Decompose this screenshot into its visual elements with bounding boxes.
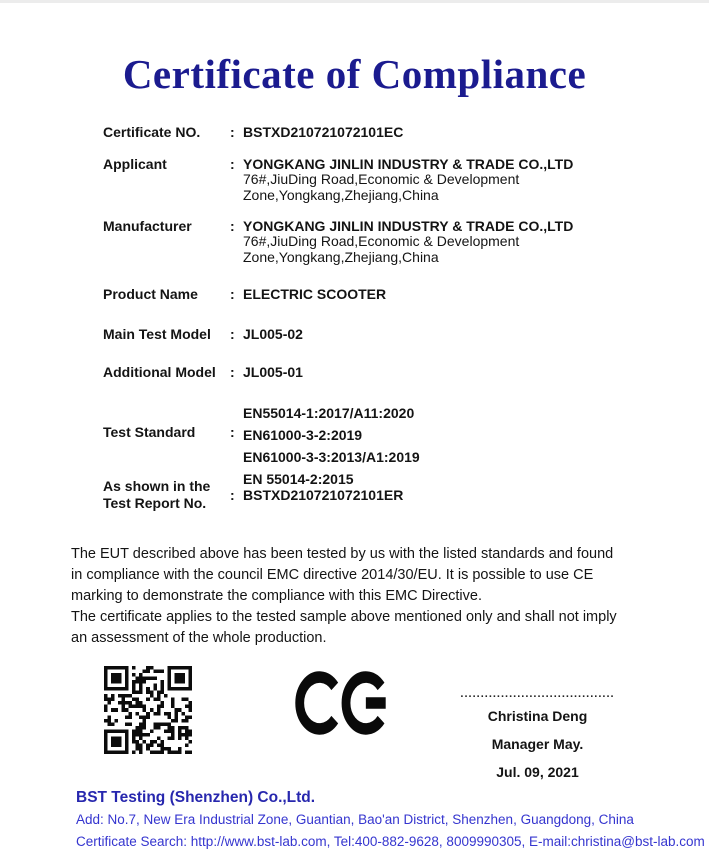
field-label-line1: As shown in the <box>103 478 211 494</box>
field-label <box>103 478 230 512</box>
test-standard-line: EN61000-3-2:2019 <box>243 427 363 443</box>
statement-line: The certificate applies to the tested sample above mentioned only and shall not imply <box>71 609 617 625</box>
top-edge-divider <box>0 0 709 3</box>
qr-code <box>104 666 192 754</box>
field-value <box>243 402 663 490</box>
footer-address: Add: No.7, New Era Industrial Zone, Guantian, Bao'an District, Shenzhen, Guangdong, China <box>76 812 634 827</box>
field-label-line2: Test Report No. <box>103 495 207 511</box>
field-test-report-no <box>103 478 663 512</box>
colon: : <box>230 487 235 503</box>
field-applicant <box>103 156 663 203</box>
footer-company-name: BST Testing (Shenzhen) Co.,Ltd. <box>76 789 316 806</box>
field-label: Applicant <box>103 156 167 172</box>
field-product-name <box>103 286 663 302</box>
field-value: BSTXD210721072101EC <box>243 124 404 140</box>
colon: : <box>230 156 235 172</box>
colon: : <box>230 364 235 380</box>
colon: : <box>230 124 235 140</box>
colon: : <box>230 326 235 342</box>
field-additional-model <box>103 364 663 380</box>
footer-certificate-search-line: Certificate Search: http://www.bst-lab.com, Tel:400-882-9628, 8009990305, E-mail:christina@bst-lab.com <box>76 834 705 849</box>
field-certificate-no <box>103 124 663 140</box>
field-value <box>243 156 663 203</box>
field-label: Manufacturer <box>103 218 192 234</box>
field-value: JL005-01 <box>243 364 303 380</box>
ce-mark-icon <box>292 667 389 739</box>
field-label: Certificate NO. <box>103 124 201 140</box>
applicant-name: YONGKANG JINLIN INDUSTRY & TRADE CO.,LTD <box>243 156 574 172</box>
field-value: ELECTRIC SCOOTER <box>243 286 387 302</box>
manufacturer-address-line2: Zone,Yongkang,Zhejiang,China <box>243 248 439 265</box>
field-value <box>243 218 663 265</box>
colon: : <box>230 218 235 234</box>
test-standard-line: EN 55014-2:2015 <box>243 471 354 487</box>
field-manufacturer <box>103 218 663 265</box>
colon: : <box>230 424 235 440</box>
statement-line: marking to demonstrate the compliance with this EMC Directive. <box>71 588 482 604</box>
field-value: JL005-02 <box>243 326 303 342</box>
compliance-statement <box>71 544 671 649</box>
signatory-role: Manager May. <box>491 736 584 752</box>
field-label: Additional Model <box>103 364 216 380</box>
field-test-standard <box>103 402 663 490</box>
signature-dotted-line: ...................................... <box>460 688 615 700</box>
field-label: Test Standard <box>103 424 196 440</box>
field-value: BSTXD210721072101ER <box>243 487 404 503</box>
field-label: Product Name <box>103 286 198 302</box>
manufacturer-address-line1: 76#,JiuDing Road,Economic & Development <box>243 233 520 249</box>
test-standard-line: EN61000-3-3:2013/A1:2019 <box>243 449 420 465</box>
statement-line: The EUT described above has been tested by us with the listed standards and found <box>71 546 614 562</box>
colon: : <box>230 286 235 302</box>
manufacturer-name: YONGKANG JINLIN INDUSTRY & TRADE CO.,LTD <box>243 218 574 234</box>
field-main-test-model <box>103 326 663 342</box>
applicant-address-line1: 76#,JiuDing Road,Economic & Development <box>243 171 520 187</box>
signatory-name: Christina Deng <box>487 708 588 724</box>
certificate-title: Certificate of Compliance <box>122 51 587 97</box>
statement-line: in compliance with the council EMC directive 2014/30/EU. It is possible to use CE <box>71 567 594 583</box>
test-standard-line: EN55014-1:2017/A11:2020 <box>243 405 415 421</box>
signature-block <box>455 688 620 784</box>
statement-line: an assessment of the whole production. <box>71 630 327 646</box>
field-label: Main Test Model <box>103 326 211 342</box>
applicant-address-line2: Zone,Yongkang,Zhejiang,China <box>243 186 439 203</box>
signature-date: Jul. 09, 2021 <box>496 764 579 780</box>
